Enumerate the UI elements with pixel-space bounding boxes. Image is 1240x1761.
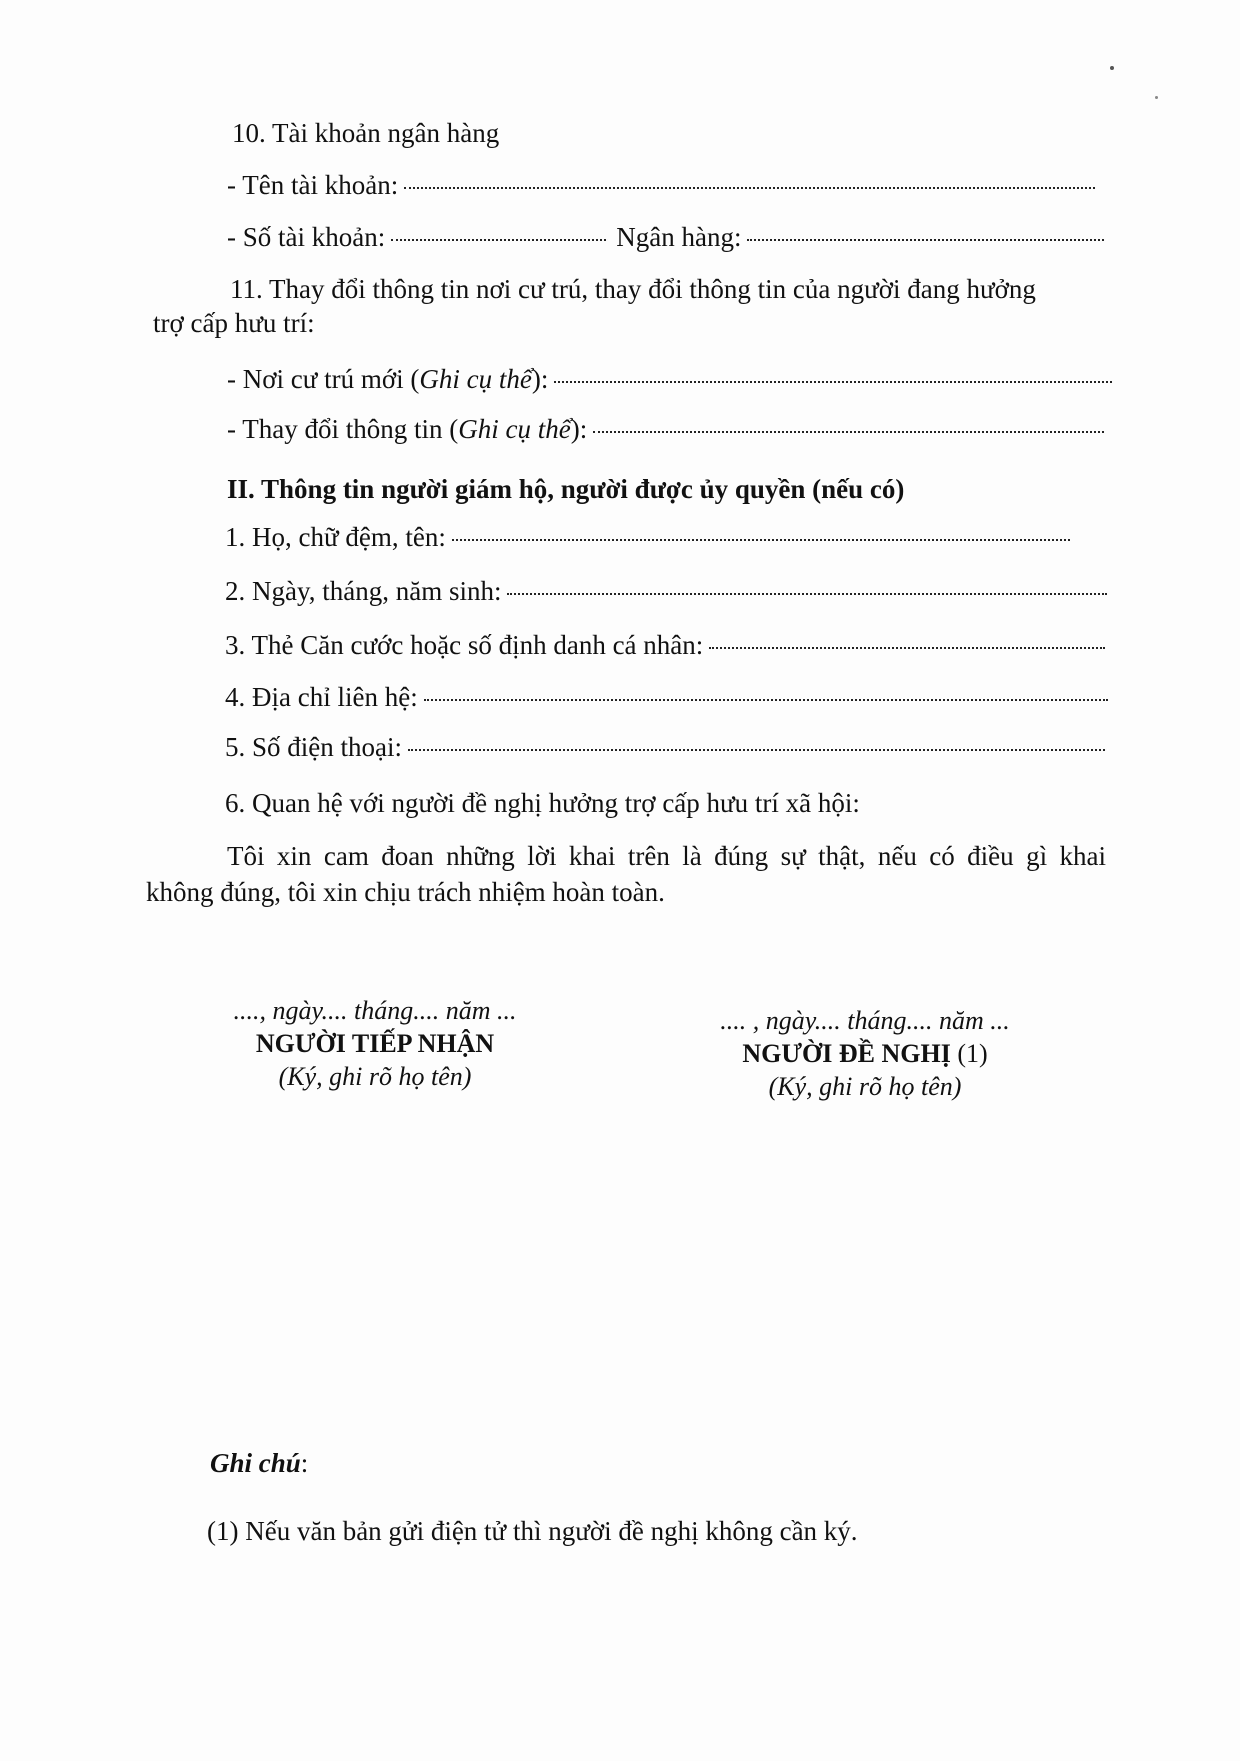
receiver-signature-block	[190, 994, 560, 1093]
applicant-sign-instruction: (Ký, ghi rõ họ tên)	[768, 1072, 962, 1101]
section-2-heading: II. Thông tin người giám hộ, người được ủy quyền (nếu có)	[227, 474, 905, 504]
item-10-title: 10. Tài khoản ngân hàng	[232, 118, 500, 148]
new-residence-field	[227, 362, 1112, 396]
bank-label: Ngân hàng:	[616, 222, 742, 252]
new-residence-hint: Ghi cụ thể	[419, 364, 532, 394]
guardian-name-label: 1. Họ, chữ đệm, tên:	[225, 522, 446, 552]
guardian-dob-blank[interactable]	[507, 593, 1107, 595]
account-number-field	[227, 220, 1104, 254]
info-change-blank[interactable]	[593, 431, 1104, 433]
receiver-date-line: ...., ngày.... tháng.... năm ...	[233, 996, 517, 1025]
guardian-relation-label: 6. Quan hệ với người đề nghị hưởng trợ cấp hưu trí xã hội:	[225, 788, 860, 818]
applicant-title-footnote: (1)	[957, 1039, 988, 1068]
account-name-field	[227, 168, 1095, 202]
guardian-name-blank[interactable]	[452, 539, 1070, 541]
guardian-phone-field	[225, 730, 1105, 764]
item-11-line1: 11. Thay đổi thông tin nơi cư trú, thay đổi thông tin của người đang hưởng	[230, 274, 1036, 304]
declaration-line-2: không đúng, tôi xin chịu trách nhiệm hoàn toàn.	[146, 877, 665, 907]
applicant-signature-block	[680, 1004, 1050, 1103]
notes-heading: Ghi chú:	[210, 1448, 309, 1478]
account-name-label: - Tên tài khoản:	[227, 170, 399, 200]
guardian-phone-blank[interactable]	[408, 749, 1105, 751]
item-11-line2: trợ cấp hưu trí:	[153, 308, 315, 338]
scan-speck	[1110, 66, 1114, 70]
new-residence-label: - Nơi cư trú mới (Ghi cụ thể):	[227, 364, 549, 394]
scan-speck	[1155, 96, 1158, 99]
info-change-field	[227, 412, 1104, 446]
account-number-label: - Số tài khoản:	[227, 222, 386, 252]
applicant-date-line: .... , ngày.... tháng.... năm ...	[720, 1006, 1010, 1035]
guardian-id-field	[225, 628, 1105, 662]
new-residence-blank[interactable]	[554, 381, 1112, 383]
account-name-blank[interactable]	[404, 187, 1095, 189]
declaration-line-1: Tôi xin cam đoan những lời khai trên là đúng sự thật, nếu có điều gì khai	[227, 841, 1106, 871]
guardian-address-label: 4. Địa chỉ liên hệ:	[225, 682, 418, 712]
receiver-sign-instruction: (Ký, ghi rõ họ tên)	[278, 1062, 472, 1091]
receiver-title: NGƯỜI TIẾP NHẬN	[255, 1029, 495, 1058]
guardian-address-blank[interactable]	[424, 699, 1108, 701]
bank-blank[interactable]	[747, 239, 1104, 241]
guardian-dob-field	[225, 574, 1107, 608]
guardian-id-label: 3. Thẻ Căn cước hoặc số định danh cá nhân:	[225, 630, 704, 660]
info-change-hint: Ghi cụ thể	[458, 414, 571, 444]
guardian-address-field	[225, 680, 1108, 714]
applicant-title: NGƯỜI ĐỀ NGHỊ (1)	[742, 1039, 988, 1068]
guardian-dob-label: 2. Ngày, tháng, năm sinh:	[225, 576, 502, 606]
guardian-name-field	[225, 520, 1070, 554]
guardian-phone-label: 5. Số điện thoại:	[225, 732, 402, 762]
account-number-blank[interactable]	[391, 239, 606, 241]
declaration-paragraph	[146, 838, 1106, 910]
info-change-label: - Thay đổi thông tin (Ghi cụ thể):	[227, 414, 588, 444]
note-1: (1) Nếu văn bản gửi điện tử thì người đề nghị không cần ký.	[207, 1516, 858, 1546]
guardian-id-blank[interactable]	[709, 647, 1105, 649]
